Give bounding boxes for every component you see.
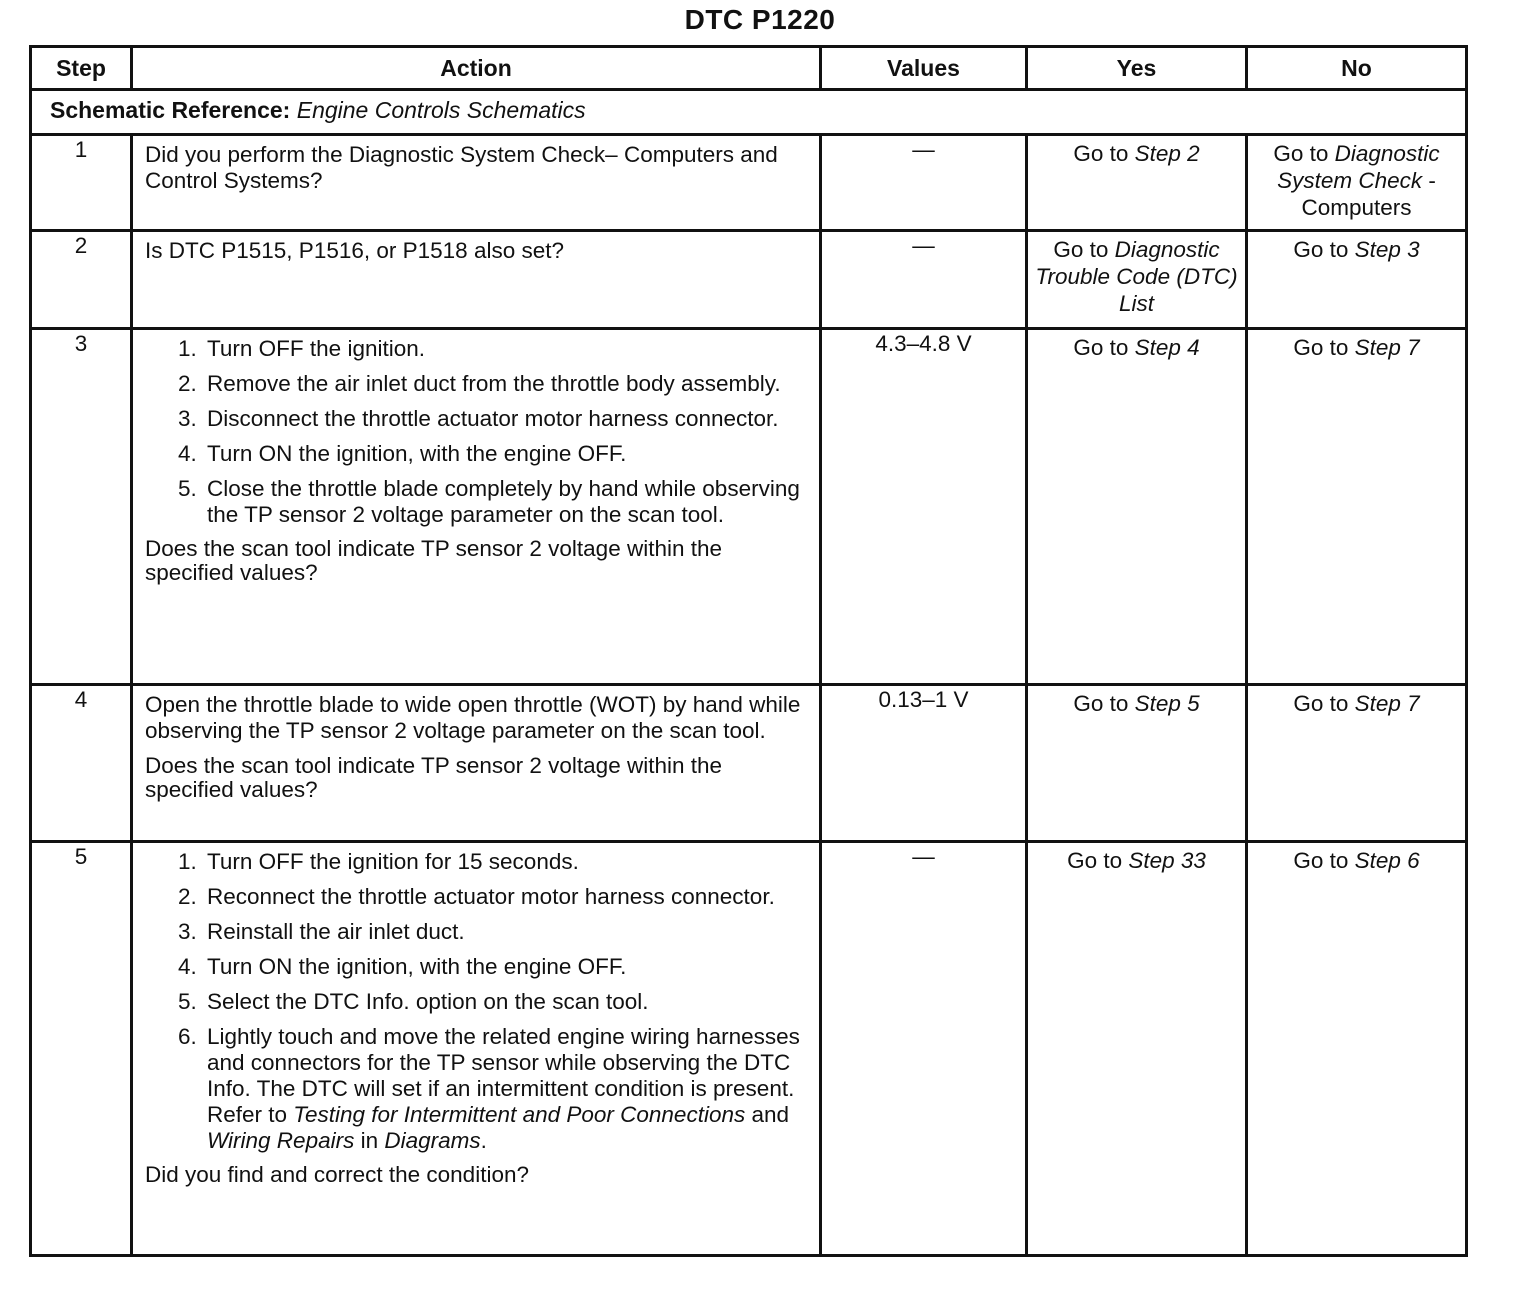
values-cell: 4.3–4.8 V: [821, 329, 1027, 685]
no-cell: Go to Step 7: [1247, 329, 1467, 685]
reference-link[interactable]: Diagrams: [384, 1128, 481, 1153]
goto-link[interactable]: Step 7: [1354, 691, 1420, 716]
header-no: No: [1247, 47, 1467, 90]
list-item: 3. Disconnect the throttle actuator motor harness connector.: [203, 406, 807, 432]
action-cell: Did you perform the Diagnostic System Check– Computers and Control Systems?: [132, 135, 821, 231]
list-item: 3. Reinstall the air inlet duct.: [203, 919, 807, 945]
instruction-paragraph: Open the throttle blade to wide open throttle (WOT) by hand while observing the TP sensor 2 voltage parameter on the scan tool.: [145, 692, 801, 743]
step-number: 5: [31, 842, 132, 1256]
yes-cell: Go to Diagnostic Trouble Code (DTC) List: [1027, 231, 1247, 329]
action-cell: [132, 329, 821, 685]
table-row: [31, 685, 1467, 842]
list-item: 6. Lightly touch and move the related engine wiring harnesses and connectors for the TP sensor while observing the DTC Info. The DTC will set if an intermittent condition is present. Refer to Testing for Intermittent and Poor Connections and Wiring Repairs in Diagrams.: [203, 1024, 807, 1154]
list-item: 1. Turn OFF the ignition for 15 seconds.: [203, 849, 807, 875]
action-cell: [132, 685, 821, 842]
table-row: [31, 135, 1467, 231]
goto-link[interactable]: Step 3: [1354, 237, 1420, 262]
table-row: [31, 842, 1467, 1256]
step-number: 4: [31, 685, 132, 842]
header-step: Step: [31, 47, 132, 90]
goto-link[interactable]: Step 7: [1354, 335, 1420, 360]
values-cell: —: [821, 231, 1027, 329]
yes-cell: Go to Step 5: [1027, 685, 1247, 842]
list-item: 5. Select the DTC Info. option on the scan tool.: [203, 989, 807, 1015]
list-item: 2. Reconnect the throttle actuator motor harness connector.: [203, 884, 807, 910]
yes-cell: Go to Step 33: [1027, 842, 1247, 1256]
action-cell: Is DTC P1515, P1516, or P1518 also set?: [132, 231, 821, 329]
step-number: 1: [31, 135, 132, 231]
question: Does the scan tool indicate TP sensor 2 voltage within the specified values?: [145, 536, 723, 585]
list-item: 5. Close the throttle blade completely by hand while observing the TP sensor 2 voltage parameter on the scan tool.: [203, 476, 807, 528]
list-item: 2. Remove the air inlet duct from the throttle body assembly.: [203, 371, 807, 397]
list-item: 4. Turn ON the ignition, with the engine OFF.: [203, 441, 807, 467]
step-number: 3: [31, 329, 132, 685]
header-row: [31, 47, 1467, 90]
values-cell: —: [821, 135, 1027, 231]
instruction-list: [145, 849, 807, 1154]
goto-link[interactable]: Step 4: [1134, 335, 1200, 360]
diagnostic-table: [29, 45, 1468, 1257]
goto-link[interactable]: Step 6: [1354, 848, 1420, 873]
header-values: Values: [821, 47, 1027, 90]
table-row: [31, 329, 1467, 685]
header-action: Action: [132, 47, 821, 90]
schematic-ref: Engine Controls Schematics: [296, 97, 586, 123]
list-item: 1. Turn OFF the ignition.: [203, 336, 807, 362]
goto-link[interactable]: Diagnostic System Check: [1277, 141, 1440, 193]
question: Does the scan tool indicate TP sensor 2 voltage within the specified values?: [145, 753, 723, 802]
step-number: 2: [31, 231, 132, 329]
reference-link[interactable]: Testing for Intermittent and Poor Connections: [293, 1102, 746, 1127]
no-cell: Go to Step 3: [1247, 231, 1467, 329]
values-cell: —: [821, 842, 1027, 1256]
goto-link[interactable]: Step 2: [1134, 141, 1200, 166]
schematic-reference: [31, 90, 1467, 135]
instruction-list: [145, 336, 807, 528]
question: Did you find and correct the condition?: [145, 1162, 529, 1187]
values-cell: 0.13–1 V: [821, 685, 1027, 842]
list-item: 4. Turn ON the ignition, with the engine OFF.: [203, 954, 807, 980]
table-row: [31, 231, 1467, 329]
no-cell: Go to Diagnostic System Check - Computers: [1247, 135, 1467, 231]
goto-link[interactable]: Step 5: [1134, 691, 1200, 716]
schematic-label: Schematic Reference:: [50, 97, 291, 123]
header-yes: Yes: [1027, 47, 1247, 90]
action-cell: [132, 842, 821, 1256]
page-title: DTC P1220: [684, 4, 836, 35]
no-cell: Go to Step 7: [1247, 685, 1467, 842]
yes-cell: Go to Step 2: [1027, 135, 1247, 231]
schematic-reference-row: [31, 90, 1467, 135]
yes-cell: Go to Step 4: [1027, 329, 1247, 685]
reference-link[interactable]: Wiring Repairs: [207, 1128, 355, 1153]
goto-link[interactable]: Step 33: [1128, 848, 1206, 873]
goto-link[interactable]: Diagnostic Trouble Code (DTC) List: [1035, 237, 1238, 316]
no-cell: Go to Step 6: [1247, 842, 1467, 1256]
